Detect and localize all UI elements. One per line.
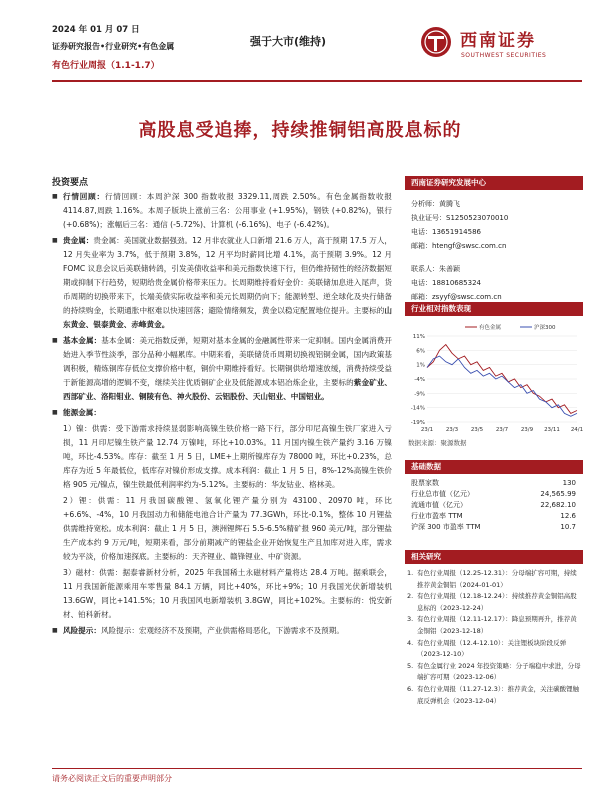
item-number: 4. — [407, 638, 414, 647]
contact-name-row — [411, 262, 583, 276]
risk-text: 风险提示：宏观经济不及预期，产业供需格局恶化，下游需求不及预期。 — [100, 626, 344, 635]
item-number: 6. — [407, 684, 414, 693]
analyst-name-key: 分析师： — [411, 200, 439, 208]
precious-metals-text: 贵金属：美国就业数据强劲。12 月非农就业人口新增 21.6 万人，高于预期 17.5 万人，12 月失业率为 3.7%，低于预期 3.8%，12 月平均时薪同比增 4.1%，高于预期 3.9%。12 月 FOMC 议息会议后美联储转鸽，引发美债收益率和美元指数快速下行，但仍维持韧性的经济数据短期或抑制下行趋势，短期给贵金属价格带来压力。长周期维持看好金价：美联储加息进入尾声，货币周期的切换带来下，长端美债实际收益率和美元长周期仍向下；能源转型、逆全球化及央行储备的持续购金，长期通胀中枢难以快速回落；避险情绪频发，黄金以稳定配置地位提升。主要标的 — [63, 236, 393, 315]
logo-text-en: SOUTHWEST SECURITIES — [461, 52, 547, 59]
risk-head: 风险提示： — [63, 626, 101, 635]
contact-name: 朱善颖 — [439, 265, 460, 273]
report-series: 有色行业周报（1.1-1.7） — [52, 61, 160, 71]
item-text: 有色行业周报（12.11-12.17）：降息预期再升，推荐黄金铜铝（2023-12-18） — [417, 615, 577, 635]
contact-email-key: 邮箱： — [411, 293, 432, 301]
contact-email[interactable]: zsyyf@swsc.com.cn — [432, 293, 502, 301]
basic-value: 22,682.10 — [540, 501, 576, 509]
item-text: 有色行业周报（12.4-12.10）：关注锂板块阶段反弹（2023-12-10） — [417, 638, 567, 659]
analyst-cert-key: 执业证号： — [411, 214, 446, 222]
x-tick-label: 23/7 — [495, 427, 509, 433]
invest-points — [52, 190, 392, 640]
base-metals-paragraph — [52, 334, 392, 404]
item-text: 有色行业周报（11.27-12.3）：推荐黄金，关注碳酸锂触底反弹机会（2023-12-04） — [417, 684, 580, 705]
legend-label: 沪深300 — [534, 325, 556, 331]
related-research-list — [407, 568, 582, 707]
list-item[interactable] — [407, 684, 582, 707]
basic-value: 130 — [562, 479, 576, 487]
contact-phone: 18810685324 — [432, 279, 481, 287]
table-row — [411, 511, 576, 522]
item-text: 有色行业周报（12.25-12.31）：分母端扩容可期，持续推荐黄金铜铝（2024-01-01） — [417, 569, 577, 589]
basic-key: 行业总市值（亿元） — [411, 490, 474, 498]
analyst-phone-key: 电话： — [411, 228, 432, 236]
y-tick-label: -4% — [414, 377, 425, 383]
basic-key: 流通市值（亿元） — [411, 501, 467, 509]
list-item[interactable] — [407, 661, 582, 684]
x-tick-label: 23/3 — [445, 427, 459, 433]
contact-phone-row — [411, 276, 583, 290]
item-text: 有色金属行业 2024 年投资策略：分子端稳中求进，分母端扩容可期（2023-12-06） — [417, 661, 581, 682]
list-item[interactable] — [407, 638, 582, 661]
analyst-name-row — [411, 197, 583, 211]
base-metals-targets: 紫金矿业、西部矿业、洛阳钼业、铜陵有色、神火股份、云铝股份、天山铝业、中国铝业。 — [63, 378, 393, 401]
page-title: 高股息受追捧，持续推铜铝高股息标的 — [138, 120, 462, 141]
related-research-bar: 相关研究 — [405, 550, 583, 564]
y-tick-label: 11% — [412, 334, 425, 340]
analyst-phone-row — [411, 225, 583, 239]
risk-paragraph — [52, 624, 392, 638]
report-date: 2024 年 01 月 07 日 — [52, 25, 140, 35]
x-tick-label: 23/9 — [520, 427, 534, 433]
basic-data-table — [411, 478, 576, 533]
market-review-text: 行情回顾：本周沪深 300 指数收报 3329.11,周跌 2.50%。有色金属指数收报 4114.87,周跌 1.16%。本周子版块上涨前三名：公用事业 (+1.95%)，钢铁 (+0.82%)，银行 (+0.68%)；涨幅后三名：通信 (-5.72%)、计算机 (-6.16%)、电子 (-6.42%)。 — [63, 192, 393, 229]
analyst-email-row — [411, 239, 583, 253]
base-metals-head: 基本金属： — [63, 336, 102, 345]
legend-label: 有色金属 — [479, 325, 502, 331]
footer-disclaimer: 请务必阅读正文后的重要声明部分 — [52, 774, 172, 783]
research-center-bar: 西南证券研究发展中心 — [405, 176, 583, 190]
analyst-phone: 13651914586 — [432, 228, 481, 236]
basic-value: 10.7 — [560, 523, 576, 531]
basic-key: 沪深 300 市盈率 TTM — [411, 523, 481, 531]
x-tick-label: 23/11 — [544, 427, 560, 433]
base-metals-text: 基本金属：美元指数反弹，短期对基本金属的金融属性带来一定抑制。国内金属消费开始进入季节性淡季，部分品种小幅累库。中期来看，美联储货币周期切换视铝铜金属，国内政策基调积极，精炼铜库存低位支撑价格中枢，铜价中期维持看好。长期铜供给增速放缓，消费持续受益于新能源高增的逻辑不变，继续关注优质铜矿企业及低能源成本铝冶炼企业，主要标的 — [63, 336, 392, 387]
y-tick-label: -14% — [410, 405, 425, 412]
lithium-paragraph: 2）锂：供需：11 月我国碳酸锂、氢氧化锂产量分别为 43100、20970 吨，环比+6.6%、-4%，10 月我国动力和储能电池合计产量为 77.3GWh，环比-0.1%，整体 10 月锂盐供需维持宽松。成本利润：截止 1 月 5 日，澳洲锂辉石 5.5-6.5%精矿报 960 美元/吨，部分锂盐生产成本约 9 万元/吨，短期来看，部分前期减产的锂盐企业开始恢复生产且加库对进入库，需求较为平淡，价格加速探底。主要标的：天齐锂业、赣锋锂业、中矿资源。 — [63, 496, 392, 561]
analyst-email-key: 邮箱： — [411, 242, 432, 250]
basic-value: 12.6 — [560, 512, 576, 520]
precious-metals-head: 贵金属： — [63, 236, 94, 245]
y-tick-label: 6% — [416, 348, 425, 355]
header-divider — [52, 80, 582, 82]
precious-metals-targets: 山东黄金、银泰黄金、赤峰黄金。 — [63, 306, 392, 329]
contact-phone-key: 电话： — [411, 279, 432, 287]
market-review-head: 行情回顾： — [63, 192, 105, 201]
x-tick-label: 24/1 — [570, 427, 583, 433]
item-number: 1. — [407, 569, 414, 577]
list-item[interactable] — [407, 614, 582, 637]
y-tick-label: 1% — [416, 362, 425, 369]
table-row — [411, 478, 576, 489]
energy-metals-head: 能源金属： — [63, 408, 101, 417]
analyst-cert-row — [411, 211, 583, 225]
analyst-cert: S1250523070010 — [446, 214, 509, 222]
logo-text-cn: 西南证券 — [460, 31, 536, 51]
market-review-paragraph — [52, 190, 392, 232]
y-tick-label: -9% — [414, 391, 425, 398]
analyst-email[interactable]: htengf@swsc.com.cn — [432, 242, 507, 250]
report-type: 证券研究报告•行业研究•有色金属 — [52, 42, 175, 51]
list-item[interactable] — [407, 591, 582, 614]
basic-value: 24,565.99 — [540, 490, 576, 498]
footer-divider — [52, 768, 582, 769]
relative-index-chart — [405, 320, 583, 438]
basic-data-bar: 基础数据 — [405, 460, 583, 474]
contact-name-key: 联系人： — [411, 265, 439, 273]
chart-source: 数据来源：聚源数据 — [408, 439, 467, 447]
x-tick-label: 23/5 — [470, 427, 484, 433]
precious-metals-paragraph — [52, 234, 392, 332]
x-tick-label: 23/1 — [420, 427, 434, 433]
item-text: 有色行业周报（12.18-12.24）：持续推荐黄金铜铝高股息标的（2023-12-24） — [417, 592, 577, 612]
magnet-paragraph: 3）磁材：供需：据泰睿新材分析，2025 年我国稀土永磁材料产量将达 28.4 万吨。据乘联会，11 月我国新能源乘用车零售量 84.1 万辆，同比+40%，环比+9%；10 月我国光伏新增装机 13.6GW，同比+141.5%；10 月我国风电新增装机 3.8GW，同比+102%。主要标的：悦安新材、铂科新材。 — [63, 568, 392, 619]
energy-metals-heading — [52, 406, 392, 420]
invest-heading: 投资要点 — [52, 178, 89, 188]
y-tick-label: -19% — [410, 420, 425, 426]
nickel-paragraph: 1）镍：供需：受下游需求持续显弱影响高镍生铁价格一路下行，部分印尼高镍生铁厂家进入亏损，11 月印尼镍生铁产量 12.74 万镍吨，环比+10.03%。11 月国内镍生铁产量约 3.16 万镍吨，环比-4.53%。库存：截至 1 月 5 日，LME+上期所镍库存为 78000 吨，环比+0.23%，总库存为近 5 年最低位，低库存对镍价形成支撑。成本利润：截止 1 月 5 日，8%-12%高镍生铁价格 905 元/镍点，镍生铁最低利润率约为-5.12%。主要标的：华友钴业、格林美。 — [63, 424, 392, 489]
analyst-name: 黄腾飞 — [439, 200, 460, 208]
relative-performance-bar: 行业相对指数表现 — [405, 302, 583, 316]
table-row — [411, 522, 576, 533]
item-number: 2. — [407, 592, 414, 601]
item-number: 5. — [407, 661, 414, 670]
table-row — [411, 500, 576, 511]
table-row — [411, 489, 576, 500]
item-number: 3. — [407, 615, 414, 624]
basic-key: 股票家数 — [411, 479, 439, 487]
analyst-info — [411, 197, 583, 304]
basic-key: 行业市盈率 TTM — [411, 512, 463, 520]
industry-rating: 强于大市(维持) — [250, 35, 327, 48]
series-line-1 — [427, 356, 577, 416]
list-item[interactable] — [407, 568, 582, 591]
